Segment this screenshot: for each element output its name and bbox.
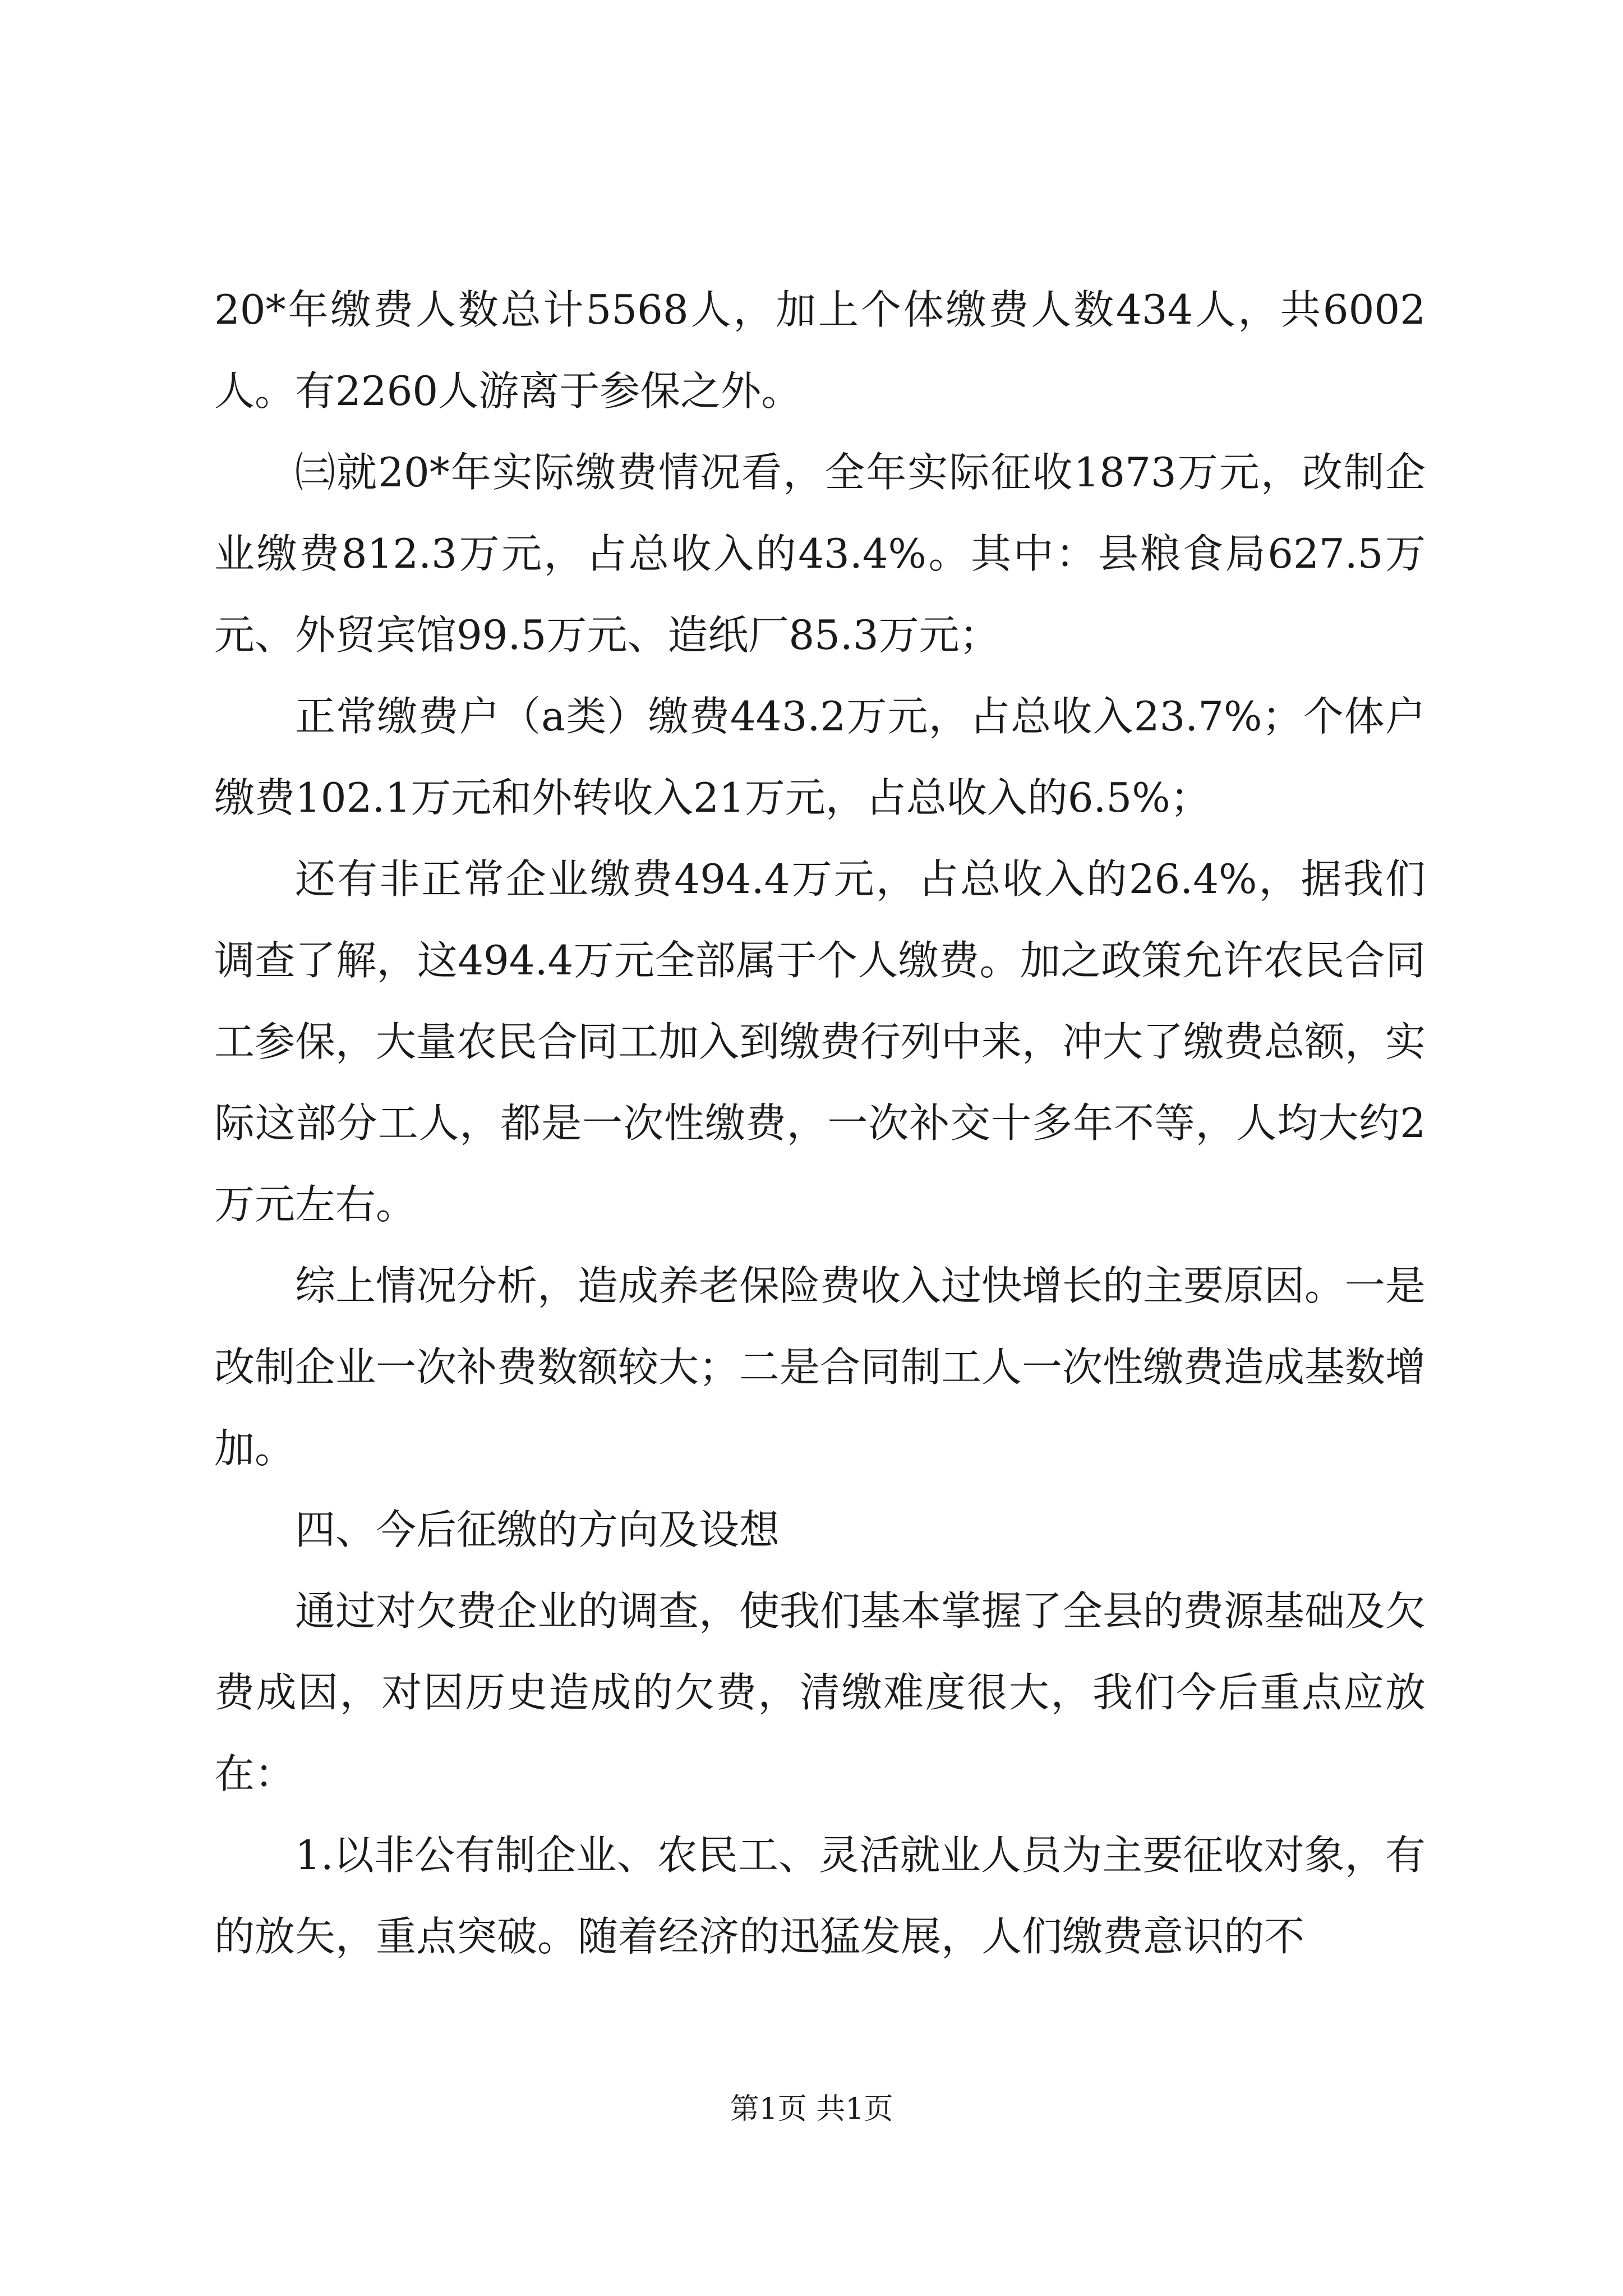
paragraph-item-one: 1.以非公有制企业、农民工、灵活就业人员为主要征收对象，有的放矢，重点突破。随着经济的迅猛发展，人们缴费意识的不 <box>214 1832 1426 1960</box>
section-heading-four: 四、今后征缴的方向及设想 <box>295 1506 780 1553</box>
paragraph-continuation: 20*年缴费人数总计5568人，加上个体缴费人数434人，共6002人。有2260人游离于参保之外。 <box>214 286 1426 415</box>
paragraph-normal-payers: 正常缴费户（a类）缴费443.2万元，占总收入23.7%；个体户缴费102.1万元和外转收入21万元，占总收入的6.5%； <box>214 693 1426 821</box>
document-body <box>214 269 1426 1977</box>
paragraph-abnormal-payers: 还有非正常企业缴费494.4万元，占总收入的26.4%，据我们调查了解，这494.4万元全部属于个人缴费。加之政策允许农民合同工参保，大量农民合同工加入到缴费行列中来，冲大了缴费总额，实际这部分工人，都是一次性缴费，一次补交十多年不等，人均大约2万元左右。 <box>214 855 1426 1228</box>
paragraph-future-focus: 通过对欠费企业的调查，使我们基本掌握了全县的费源基础及欠费成因，对因历史造成的欠费，清缴难度很大，我们今后重点应放在： <box>214 1588 1426 1797</box>
page-footer: 第1页 共1页 <box>730 2092 893 2126</box>
paragraph-actual-payment: ㈢就20*年实际缴费情况看，全年实际征收1873万元，改制企业缴费812.3万元，占总收入的43.4%。其中：县粮食局627.5万元、外贸宾馆99.5万元、造纸厂85.3万元； <box>214 449 1426 659</box>
paragraph-summary-analysis: 综上情况分析，造成养老保险费收入过快增长的主要原因。一是改制企业一次补费数额较大；二是合同制工人一次性缴费造成基数增加。 <box>214 1262 1426 1472</box>
